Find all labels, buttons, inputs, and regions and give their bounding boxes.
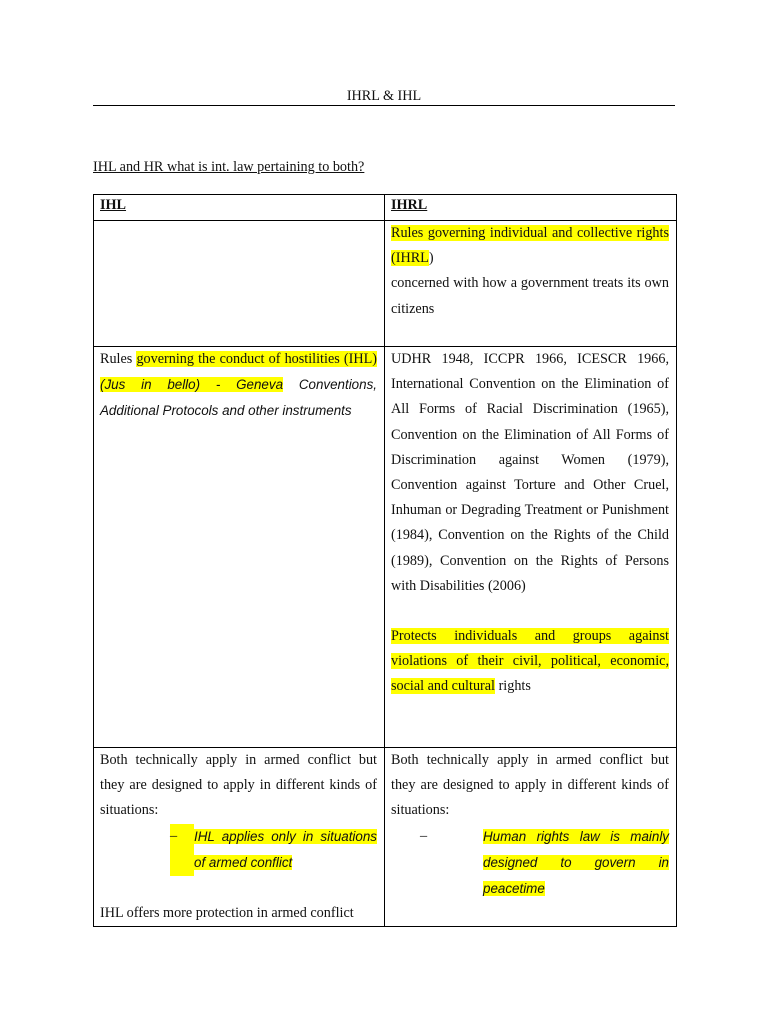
spacer [100, 876, 377, 901]
paragraph: Both technically apply in armed conflict but they are designed to apply in different kinds of situations: [391, 752, 669, 819]
highlighted-italic-text: (Jus in bello) - Geneva [100, 377, 284, 393]
text: rights [495, 678, 531, 695]
italic-text: Conventions, Additional Protocols and other instruments [100, 377, 377, 419]
cell-ihrl-definition [385, 221, 677, 347]
dash-bullet-icon: – [420, 827, 428, 844]
dash-bullet-icon: – [170, 824, 194, 876]
cell-ihrl-situations [385, 748, 677, 927]
table-row [94, 221, 677, 347]
text: ) [428, 250, 434, 267]
cell-ihrl-instruments [385, 347, 677, 748]
paragraph [100, 347, 377, 425]
bullet-text [483, 824, 669, 903]
table-row [94, 347, 677, 748]
table-row [94, 748, 677, 927]
header-ihl: IHL [94, 195, 385, 221]
highlighted-italic-text: IHL applies only in situations of armed conflict [194, 828, 377, 870]
text: Rules [100, 351, 137, 367]
bullet-item [420, 824, 669, 903]
comparison-table [93, 194, 677, 927]
highlighted-text: Protects individuals and groups against violations of their civil, political, economic, social and cultural [391, 628, 669, 695]
paragraph: concerned with how a government treats its own citizens [391, 275, 669, 317]
bullet-text [194, 824, 377, 876]
bullet-item [170, 824, 377, 876]
paragraph [391, 221, 669, 271]
table-header-row [94, 195, 677, 221]
cell-ihl-rules [94, 347, 385, 748]
highlighted-text: Rules governing individual and collective rights (IHRL [391, 225, 669, 267]
subtitle: IHL and HR what is int. law pertaining to both? [93, 159, 365, 175]
paragraph: UDHR 1948, ICCPR 1966, ICESCR 1966, International Convention on the Elimination of All Forms of Racial Discrimination (1965), Convention on the Elimination of All Forms of Discrimination against Women (1979), Convention against Torture and Other Cruel, Inhuman or Degrading Treatment or Punishment (1984), Convention on the Rights of the Child (1989), Convention on the Rights of Persons with Disabilities (2006) [391, 351, 669, 594]
header-ihrl: IHRL [385, 195, 677, 221]
spacer [391, 599, 669, 624]
cell-ihl-situations [94, 748, 385, 927]
paragraph: IHL offers more protection in armed conflict [100, 905, 354, 922]
highlighted-italic-text: Human rights law is mainly designed to govern in peacetime [483, 828, 669, 897]
page-header: IHRL & IHL [93, 87, 675, 106]
paragraph: Both technically apply in armed conflict but they are designed to apply in different kinds of situations: [100, 752, 377, 819]
cell-empty [94, 221, 385, 347]
paragraph [391, 624, 669, 700]
highlighted-text: governing the conduct of hostilities (IHL) [136, 351, 377, 367]
